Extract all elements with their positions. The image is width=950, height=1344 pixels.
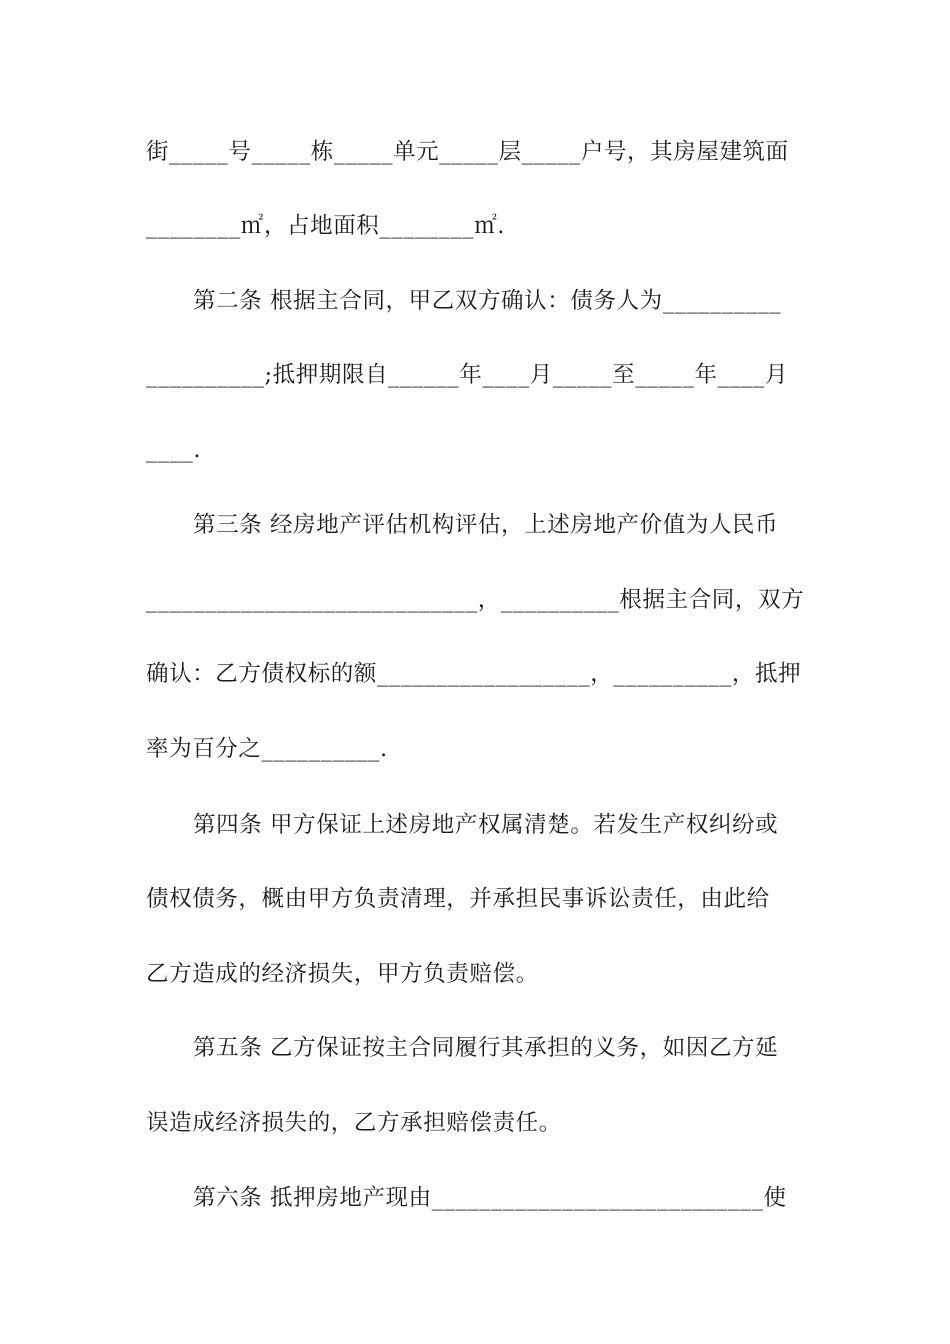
text-line: ____. — [146, 437, 202, 463]
article-3-line: 第三条 经房地产评估机构评估，上述房地产价值为人民币 — [193, 512, 779, 538]
text-line: __________;抵押期限自______年____月_____至_____年____月 — [146, 362, 789, 388]
text-line: 确认：乙方债权标的额__________________，__________，抵押 — [146, 661, 802, 687]
article-2-line: 第二条 根据主合同，甲乙双方确认：债务人为__________ — [193, 288, 782, 314]
article-4-line: 第四条 甲方保证上述房地产权属清楚。若发生产权纠纷或 — [193, 812, 779, 838]
text-line: ____________________________，__________根据主合同，双方 — [146, 587, 805, 613]
text-line: 债权债务，概由甲方负责清理，并承担民事诉讼责任，由此给 — [146, 886, 770, 912]
article-6-line: 第六条 抵押房地产现由____________________________使 — [193, 1185, 787, 1211]
text-line: 误造成经济损失的，乙方承担赔偿责任。 — [146, 1110, 562, 1136]
text-line: ________㎡，占地面积________㎡. — [146, 213, 506, 239]
text-line: 街_____号_____栋_____单元_____层_____户号，其房屋建筑面 — [146, 139, 789, 165]
text-line: 乙方造成的经济损失，甲方负责赔偿。 — [146, 961, 539, 987]
text-line: 率为百分之__________. — [146, 736, 388, 762]
article-5-line: 第五条 乙方保证按主合同履行其承担的义务，如因乙方延 — [193, 1035, 779, 1061]
